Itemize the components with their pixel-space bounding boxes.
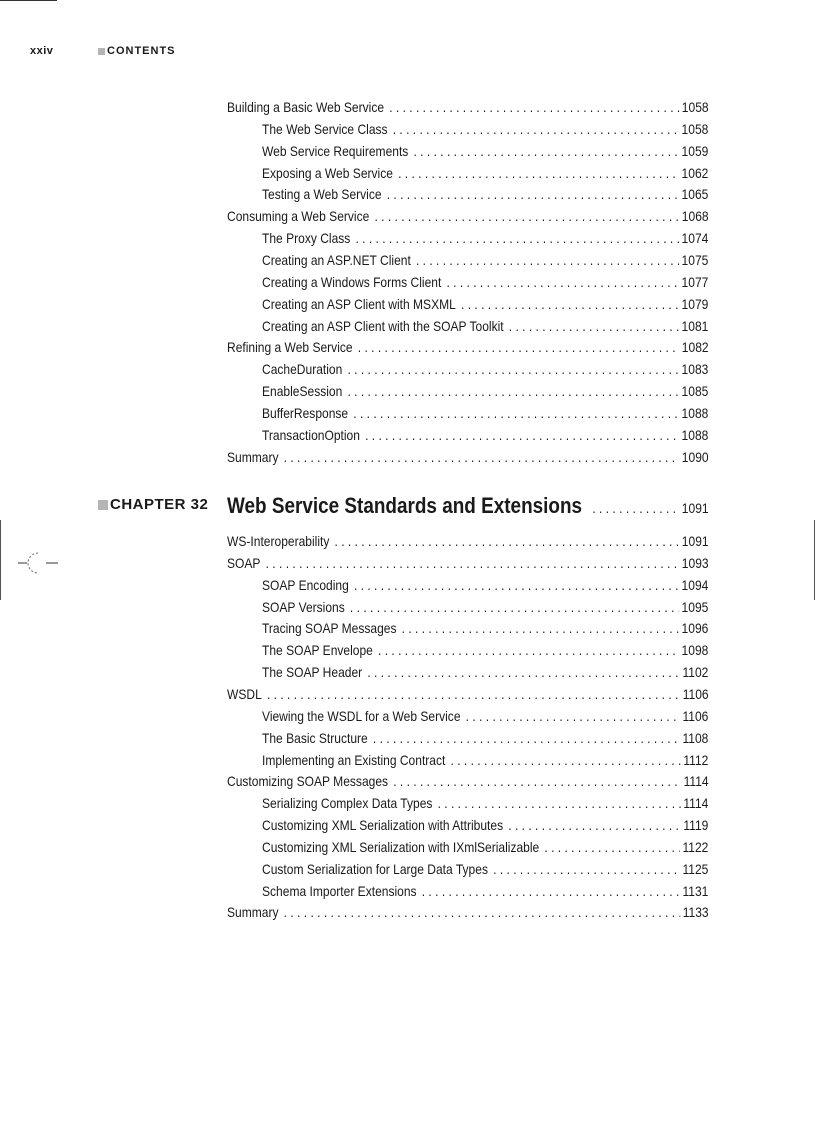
toc-entry-title: Refining a Web Service xyxy=(227,339,353,356)
toc-entry-title: WS-Interoperability xyxy=(227,533,330,549)
dot-leader xyxy=(284,446,680,468)
toc-entry-page: 1102 xyxy=(682,664,709,681)
toc-entry-page: 1095 xyxy=(681,598,709,615)
top-rule xyxy=(0,0,57,1)
toc-entry-page: 1065 xyxy=(681,186,709,203)
toc-entry-page: 1058 xyxy=(681,99,709,115)
dot-leader xyxy=(422,880,680,902)
toc-entry[interactable] xyxy=(262,574,708,596)
toc-entry-title: The Web Service Class xyxy=(262,120,388,137)
toc-entry-page: 1077 xyxy=(681,273,709,290)
toc-entry-title: Customizing XML Serialization with IXmlSerializable xyxy=(262,838,540,855)
toc-entry[interactable] xyxy=(262,293,708,315)
dot-leader xyxy=(387,183,679,205)
toc-entry-page: 1093 xyxy=(681,554,709,571)
toc-entry-title: The SOAP Envelope xyxy=(262,642,373,659)
toc-entry-page: 1098 xyxy=(681,642,709,659)
toc-entry-page: 1074 xyxy=(681,230,709,247)
toc-entry[interactable] xyxy=(262,880,708,902)
toc-entry-title: Building a Basic Web Service xyxy=(227,99,385,115)
dot-leader xyxy=(493,858,680,880)
dot-leader xyxy=(413,140,678,162)
toc-entry[interactable] xyxy=(262,596,708,618)
dot-leader xyxy=(592,500,679,516)
dot-leader xyxy=(438,792,681,814)
square-bullet-icon xyxy=(98,500,108,510)
toc-entry-page: 1106 xyxy=(682,685,709,702)
toc-entry-title: CacheDuration xyxy=(262,361,343,378)
toc-entry-page: 1133 xyxy=(682,904,709,921)
toc-entry-title: WSDL xyxy=(227,685,262,702)
toc-entry[interactable] xyxy=(227,552,709,574)
chapter-title: Web Service Standards and Extensions xyxy=(227,493,583,518)
toc-entry-page: 1122 xyxy=(682,838,709,855)
toc-entry-title: Custom Serialization for Large Data Types xyxy=(262,860,488,877)
toc-entry[interactable] xyxy=(262,617,708,639)
dot-leader xyxy=(544,836,679,858)
toc-entry[interactable] xyxy=(262,814,708,836)
toc-entry-title: Creating a Windows Forms Client xyxy=(262,273,442,290)
toc-entry-page: 1083 xyxy=(681,361,709,378)
toc-entry-page: 1114 xyxy=(683,795,709,812)
toc-entry-page: 1085 xyxy=(681,383,709,400)
toc-entry-title: Exposing a Web Service xyxy=(262,164,393,181)
toc-entry-page: 1125 xyxy=(682,860,709,877)
toc-entry[interactable] xyxy=(262,249,708,271)
dot-leader xyxy=(466,705,680,727)
toc-entry-title: Customizing SOAP Messages xyxy=(227,773,389,790)
toc-entry-page: 1062 xyxy=(681,164,709,181)
toc-entry-title: Testing a Web Service xyxy=(262,186,382,203)
dot-leader xyxy=(355,227,678,249)
chapter-number: CHAPTER 32 xyxy=(110,496,209,513)
dot-leader xyxy=(398,162,679,184)
toc-entry[interactable] xyxy=(227,530,709,552)
toc-entry-page: 1114 xyxy=(683,773,709,790)
toc-entry-title: EnableSession xyxy=(262,383,343,400)
toc-entry-title: Creating an ASP Client with the SOAP Toolkit xyxy=(262,317,504,334)
dot-leader xyxy=(358,336,679,358)
page-edge-right xyxy=(814,520,815,600)
toc-entry-page: 1106 xyxy=(682,707,709,724)
crop-mark-icon xyxy=(18,551,58,575)
toc-entry[interactable] xyxy=(262,140,708,162)
toc-entry[interactable] xyxy=(262,749,708,771)
toc-entry-title: The Basic Structure xyxy=(262,729,368,746)
toc-entry-title: The SOAP Header xyxy=(262,664,363,681)
toc-entry[interactable] xyxy=(262,227,708,249)
toc-entry-title: Serializing Complex Data Types xyxy=(262,795,433,812)
toc-entry-page: 1082 xyxy=(681,339,709,356)
dot-leader xyxy=(374,205,679,227)
dot-leader xyxy=(367,661,680,683)
dot-leader xyxy=(402,617,679,639)
dot-leader xyxy=(347,358,678,380)
running-header xyxy=(30,44,176,58)
toc-entry-page: 1088 xyxy=(681,426,709,443)
toc-entry[interactable] xyxy=(262,858,708,880)
toc-entry[interactable] xyxy=(262,162,708,184)
toc-entry-page: 1119 xyxy=(683,817,709,834)
toc-entry[interactable] xyxy=(262,424,708,446)
toc-entry-title: BufferResponse xyxy=(262,404,349,421)
toc-entry-page: 1058 xyxy=(681,120,709,137)
chapter-label xyxy=(98,496,208,513)
toc-entry-title: Tracing SOAP Messages xyxy=(262,620,397,637)
toc-entry-page: 1131 xyxy=(682,882,709,899)
toc-entry-title: Summary xyxy=(227,904,279,921)
toc-entry-title: TransactionOption xyxy=(262,426,360,443)
section-title: CONTENTS xyxy=(107,45,176,57)
toc-entry-title: Creating an ASP Client with MSXML xyxy=(262,295,456,312)
toc-entry-page: 1108 xyxy=(682,729,709,746)
toc-entry[interactable] xyxy=(262,402,708,424)
chapter-heading[interactable] xyxy=(227,493,709,519)
square-bullet-icon xyxy=(98,48,105,55)
toc-entry[interactable] xyxy=(262,705,708,727)
toc-entry-title: Schema Importer Extensions xyxy=(262,882,417,899)
dot-leader xyxy=(284,901,680,923)
toc-entry-title: Creating an ASP.NET Client xyxy=(262,251,411,268)
toc-entry-page: 1068 xyxy=(681,208,709,225)
toc-entry[interactable] xyxy=(227,770,709,792)
toc-entry-title: Consuming a Web Service xyxy=(227,208,370,225)
toc-entry[interactable] xyxy=(262,315,708,337)
dot-leader xyxy=(389,96,679,118)
toc-entry-title: Summary xyxy=(227,448,279,465)
toc-entry-title: SOAP Encoding xyxy=(262,576,349,593)
toc-entry-page: 1081 xyxy=(681,317,709,334)
dot-leader xyxy=(451,749,681,771)
dot-leader xyxy=(266,552,680,574)
chapter-page: 1091 xyxy=(681,500,709,516)
toc-entry-page: 1088 xyxy=(681,404,709,421)
toc-entry[interactable] xyxy=(227,96,709,118)
toc-entry-page: 1096 xyxy=(681,620,709,637)
toc-entry[interactable] xyxy=(262,792,708,814)
dot-leader xyxy=(393,118,679,140)
page-number: xxiv xyxy=(30,45,54,57)
dot-leader xyxy=(393,770,681,792)
toc-entry[interactable] xyxy=(262,836,708,858)
toc-entry[interactable] xyxy=(262,183,708,205)
toc-entry-title: Implementing an Existing Contract xyxy=(262,751,446,768)
dot-leader xyxy=(353,402,679,424)
toc-entry-title: SOAP Versions xyxy=(262,598,345,615)
dot-leader xyxy=(347,380,678,402)
toc-entry-title: Customizing XML Serialization with Attributes xyxy=(262,817,504,834)
toc-entry-title: The Proxy Class xyxy=(262,230,351,247)
toc-entry-page: 1094 xyxy=(681,576,709,593)
page-edge-left xyxy=(0,520,1,600)
toc-entry-page: 1059 xyxy=(681,142,709,159)
toc-entry[interactable] xyxy=(262,661,708,683)
dot-leader xyxy=(350,596,679,618)
toc-entry[interactable] xyxy=(262,271,708,293)
dot-leader xyxy=(446,271,678,293)
toc-entry-page: 1075 xyxy=(681,251,709,268)
dot-leader xyxy=(416,249,679,271)
dot-leader xyxy=(335,530,680,552)
toc-entry-page: 1112 xyxy=(683,751,709,768)
dot-leader xyxy=(508,814,680,836)
toc-entry[interactable] xyxy=(227,205,709,227)
toc-entry-page: 1091 xyxy=(681,533,709,549)
dot-leader xyxy=(378,639,679,661)
toc-entry[interactable] xyxy=(227,683,709,705)
toc-entry-page: 1090 xyxy=(681,448,709,465)
toc-entry-title: SOAP xyxy=(227,554,261,571)
toc-entry[interactable] xyxy=(262,358,708,380)
dot-leader xyxy=(354,574,679,596)
dot-leader xyxy=(509,315,679,337)
toc-entry-page: 1079 xyxy=(681,295,709,312)
toc-entry[interactable] xyxy=(227,901,709,923)
toc-entry-title: Web Service Requirements xyxy=(262,142,409,159)
toc-entry[interactable] xyxy=(227,446,709,468)
dot-leader xyxy=(267,683,680,705)
toc-entry[interactable] xyxy=(227,336,709,358)
toc-entry[interactable] xyxy=(262,639,708,661)
dot-leader xyxy=(373,727,680,749)
toc-entry[interactable] xyxy=(262,727,708,749)
dot-leader xyxy=(461,293,679,315)
toc-entry[interactable] xyxy=(262,380,708,402)
dot-leader xyxy=(365,424,679,446)
toc-entry-title: Viewing the WSDL for a Web Service xyxy=(262,707,461,724)
toc-entry[interactable] xyxy=(262,118,708,140)
